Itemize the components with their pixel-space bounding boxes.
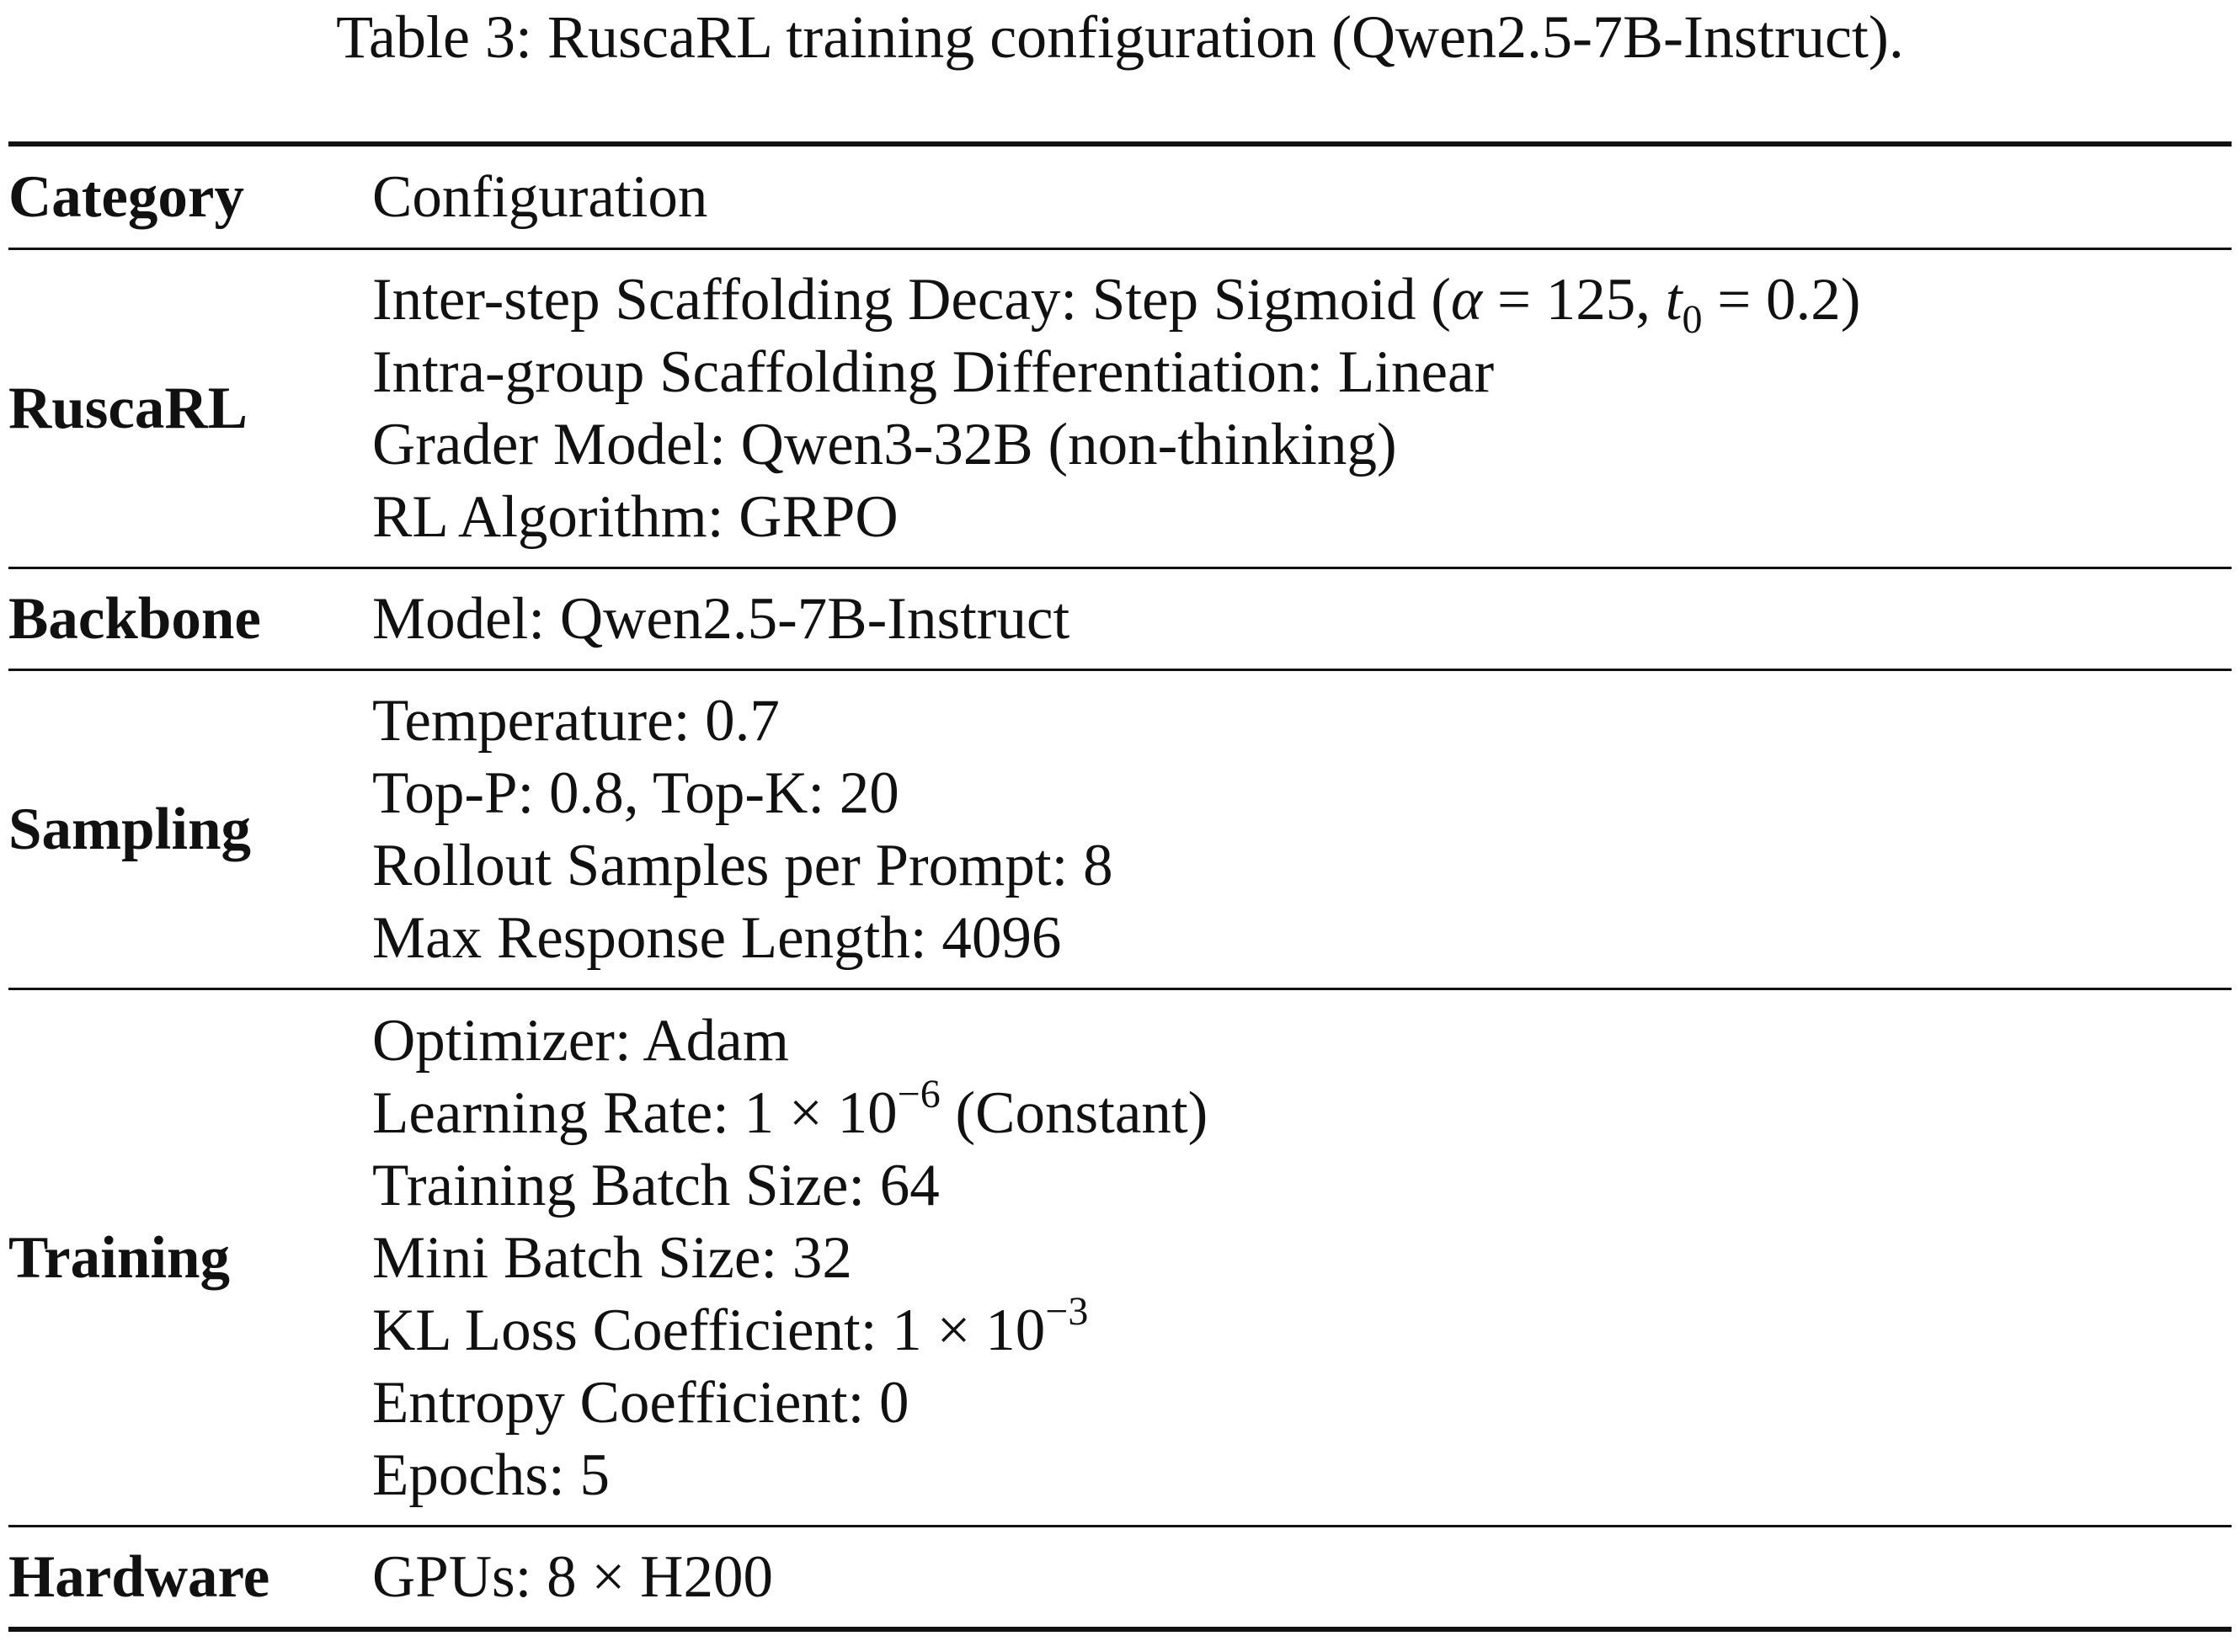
table-row-ruscarl xyxy=(8,250,2232,567)
config-line: Mini Batch Size: 32 xyxy=(372,1224,852,1291)
category-cell: Sampling xyxy=(8,797,252,862)
category-cell: Training xyxy=(8,1224,231,1291)
table-row-hardware xyxy=(8,1527,2232,1627)
header-configuration: Configuration xyxy=(372,164,708,230)
table-caption: Table 3: RuscaRL training configuration (Qwen2.5-7B-Instruct). xyxy=(336,3,1904,71)
config-line: Top-P: 0.8, Top-K: 20 xyxy=(372,760,899,826)
configuration-cell xyxy=(372,685,2232,974)
config-line: Grader Model: Qwen3-32B (non-thinking) xyxy=(372,412,1397,477)
table-header-row xyxy=(8,147,2232,248)
config-table xyxy=(8,141,2232,1632)
configuration-cell xyxy=(372,1541,2232,1613)
category-cell: Backbone xyxy=(8,586,261,652)
bottom-rule xyxy=(8,1627,2232,1632)
config-line: Learning Rate: $1 \times 10^{-6}$ (Constant) xyxy=(372,1071,1208,1146)
config-line: KL Loss Coefficient: $1 \times 10^{-3}$ xyxy=(372,1288,1089,1363)
header-category: Category xyxy=(8,164,244,230)
config-line: Intra-group Scaffolding Differentiation: Linear xyxy=(372,339,1495,405)
config-line: Temperature: 0.7 xyxy=(372,688,780,754)
config-line: Rollout Samples per Prompt: 8 xyxy=(372,833,1113,898)
config-line: Model: Qwen2.5-7B-Instruct xyxy=(372,586,1070,652)
config-line: Inter-step Scaffolding Decay: Step Sigmoid (α = 125, $t_0 = 0.2$) xyxy=(372,267,1861,342)
config-line: GPUs: 8 × H200 xyxy=(372,1544,773,1610)
category-cell: RuscaRL xyxy=(8,376,248,441)
table-row-training xyxy=(8,990,2232,1525)
config-line: Max Response Length: 4096 xyxy=(372,905,1062,971)
config-line: Epochs: 5 xyxy=(372,1442,610,1508)
table-row-sampling xyxy=(8,671,2232,988)
table-row-backbone xyxy=(8,569,2232,669)
configuration-cell xyxy=(372,583,2232,655)
config-line: Entropy Coefficient: 0 xyxy=(372,1369,909,1436)
configuration-cell xyxy=(372,264,2232,553)
config-line: RL Algorithm: GRPO xyxy=(372,484,899,550)
category-cell: Hardware xyxy=(8,1544,270,1610)
configuration-cell xyxy=(372,1005,2232,1511)
config-line: Training Batch Size: 64 xyxy=(372,1152,940,1218)
config-line: Optimizer: Adam xyxy=(372,1007,789,1074)
